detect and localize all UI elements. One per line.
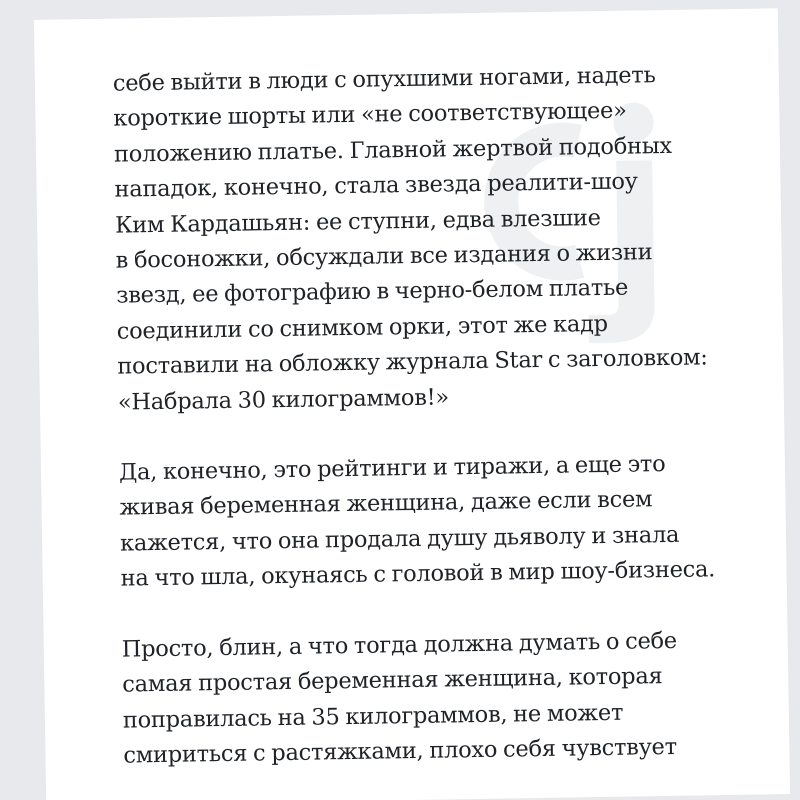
text-line: «Набрала 30 килограммов!» (117, 384, 450, 416)
text-line: живая беременная женщина, даже если всем (119, 486, 653, 522)
text-line: поставили на обложку журнала Star с заголовком: (117, 344, 708, 380)
text-line: самая простая беременная женщина, которая (122, 663, 663, 698)
text-line: на что шла, окунаясь с головой в мир шоу-бизнеса. (120, 556, 716, 592)
text-line: в босоножки, обсуждали все издания о жизни (115, 239, 653, 274)
text-line: нападок, конечно, стала звезда реалити-шоу (114, 168, 638, 203)
text-line: смириться с растяжками, плохо себя чувствует (123, 733, 678, 769)
text-line: короткие шорты или «не соответствующее» (113, 97, 627, 133)
text-line: себе выйти в люди с опухшими ногами, надеть (112, 62, 656, 97)
text-line: звезд, ее фотографию в черно-белом платье (116, 275, 629, 310)
paragraph-3 (122, 622, 784, 774)
paragraph-1 (113, 56, 778, 420)
text-line: Да, конечно, это рейтинги и тиражи, а еще это (118, 451, 666, 486)
article-text (113, 56, 784, 774)
text-line: Ким Кардашьян: ее ступни, едва влезшие (114, 204, 601, 239)
text-line: положению платье. Главной жертвой подобных (113, 132, 673, 168)
text-line: поправилась на 35 килограммов, не может (122, 699, 624, 734)
text-line: Просто, блин, а что тогда должна думать о себе (121, 627, 678, 663)
text-line: кажется, что она продала душу дьяволу и знала (119, 521, 680, 557)
paragraph-2 (119, 445, 781, 597)
page-card (34, 8, 790, 800)
text-line: соединили со снимком орки, этот же кадр (116, 310, 608, 345)
